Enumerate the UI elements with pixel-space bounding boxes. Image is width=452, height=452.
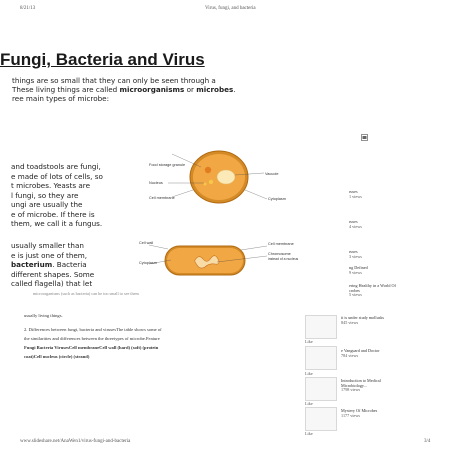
label-cell-membrane-yeast: Cell membrane xyxy=(149,196,175,200)
fungi-line-4: l fungi, so they are xyxy=(11,190,79,200)
fungi-line-5: ungi are usually the xyxy=(11,200,83,209)
body-para-2: the similarities and differences between the threetypes of microbe.Feature xyxy=(24,336,160,341)
label-nucleus: Nucleus xyxy=(149,181,163,185)
bacteria-line-5: called flagella) that let xyxy=(11,279,93,288)
slide-title: Fungi, Bacteria and Virus xyxy=(0,50,205,69)
print-date: 8/21/13 xyxy=(20,6,36,11)
like-label-2[interactable]: Like xyxy=(305,371,313,376)
label-cell-wall: Cell wall xyxy=(139,241,154,245)
intro-line-1: things are so small that they can only be seen through a xyxy=(12,76,216,85)
footer-page-number: 3/4 xyxy=(424,439,431,444)
like-label-1[interactable]: Like xyxy=(305,339,313,344)
intro-line-2: These living things are called microorganisms or microbes. xyxy=(12,85,236,94)
related-item-4[interactable]: ng Defined 9 views xyxy=(349,265,368,275)
fungi-line-7: them, we call it a fungus. xyxy=(11,219,103,228)
related-item-9[interactable]: Mystery Of Microbes 1177 views xyxy=(341,408,378,418)
intro-line-3: ree main types of microbe: xyxy=(12,94,110,103)
related-item-7[interactable]: e Vanguard and Doctor 784 views xyxy=(341,348,380,358)
like-label-3[interactable]: Like xyxy=(305,401,313,406)
bacteria-line-4: different shapes. Some xyxy=(11,269,95,279)
footer-url: www.slideshare.net/AnaWen1/virus-fungi-and-bacteria xyxy=(20,439,131,444)
related-item-6[interactable]: it is under study mollusks 845 views xyxy=(341,315,385,325)
related-thumb-9[interactable] xyxy=(305,407,337,431)
related-item-1[interactable]: ruses 1 views xyxy=(349,189,362,199)
related-thumb-6[interactable] xyxy=(305,315,337,339)
like-label-4[interactable]: Like xyxy=(305,431,313,436)
yeast-cell-diagram xyxy=(146,150,296,210)
fungi-line-1: and toadstools are fungi, xyxy=(11,162,101,171)
body-para-1: 2. Differences between fungi, bacteria and virusesThe table shows some of xyxy=(24,327,162,332)
related-thumb-7[interactable] xyxy=(305,346,337,370)
label-chromosome: Chromosome xyxy=(268,252,291,256)
print-page-title: Virus, fungi, and bacteria xyxy=(205,6,256,11)
bacteria-line-1: usually smaller than xyxy=(11,241,84,250)
presentation-icon[interactable] xyxy=(361,128,368,135)
label-cell-membrane-bacteria: Cell membrane xyxy=(268,242,294,246)
fungi-line-2: e made of lots of cells, so xyxy=(11,171,103,181)
label-instead-of-nucleus: instead of a nucleus xyxy=(268,256,299,261)
fungi-line-3: t microbes. Yeasts are xyxy=(11,181,91,190)
related-item-8[interactable]: Introduction to Medical Microbiology... 1798 views xyxy=(341,378,381,393)
body-line-1: usually living things. xyxy=(24,313,63,318)
body-para-3: Fungi Bacteria VirusesCell membraneCell wall (hard) (soft) (protein xyxy=(24,345,159,350)
body-partial-line: microorganisms (such as bacteria) can be too small to see them xyxy=(33,291,139,296)
label-vacuole: Vacuole xyxy=(265,172,279,176)
label-cytoplasm-bacteria: Cytoplasm xyxy=(139,261,157,265)
fungi-line-6: e of microbe. If there is xyxy=(11,209,95,219)
related-item-2[interactable]: ruses 4 views xyxy=(349,219,362,229)
bacteria-line-2: e is just one of them, xyxy=(11,250,88,260)
related-item-3[interactable]: ruses 3 views xyxy=(349,249,362,259)
body-para-4: coat)Cell nucleus (circle) (strand) xyxy=(24,354,90,359)
label-food-storage-granule: Food storage granule xyxy=(149,163,186,167)
bacteria-line-3: bacterium. Bacteria xyxy=(11,260,87,269)
label-cytoplasm-yeast: Cytoplasm xyxy=(268,197,286,201)
related-item-5[interactable]: ering Healthy in a World Of crobes 5 views xyxy=(349,283,396,298)
related-thumb-8[interactable] xyxy=(305,377,337,401)
